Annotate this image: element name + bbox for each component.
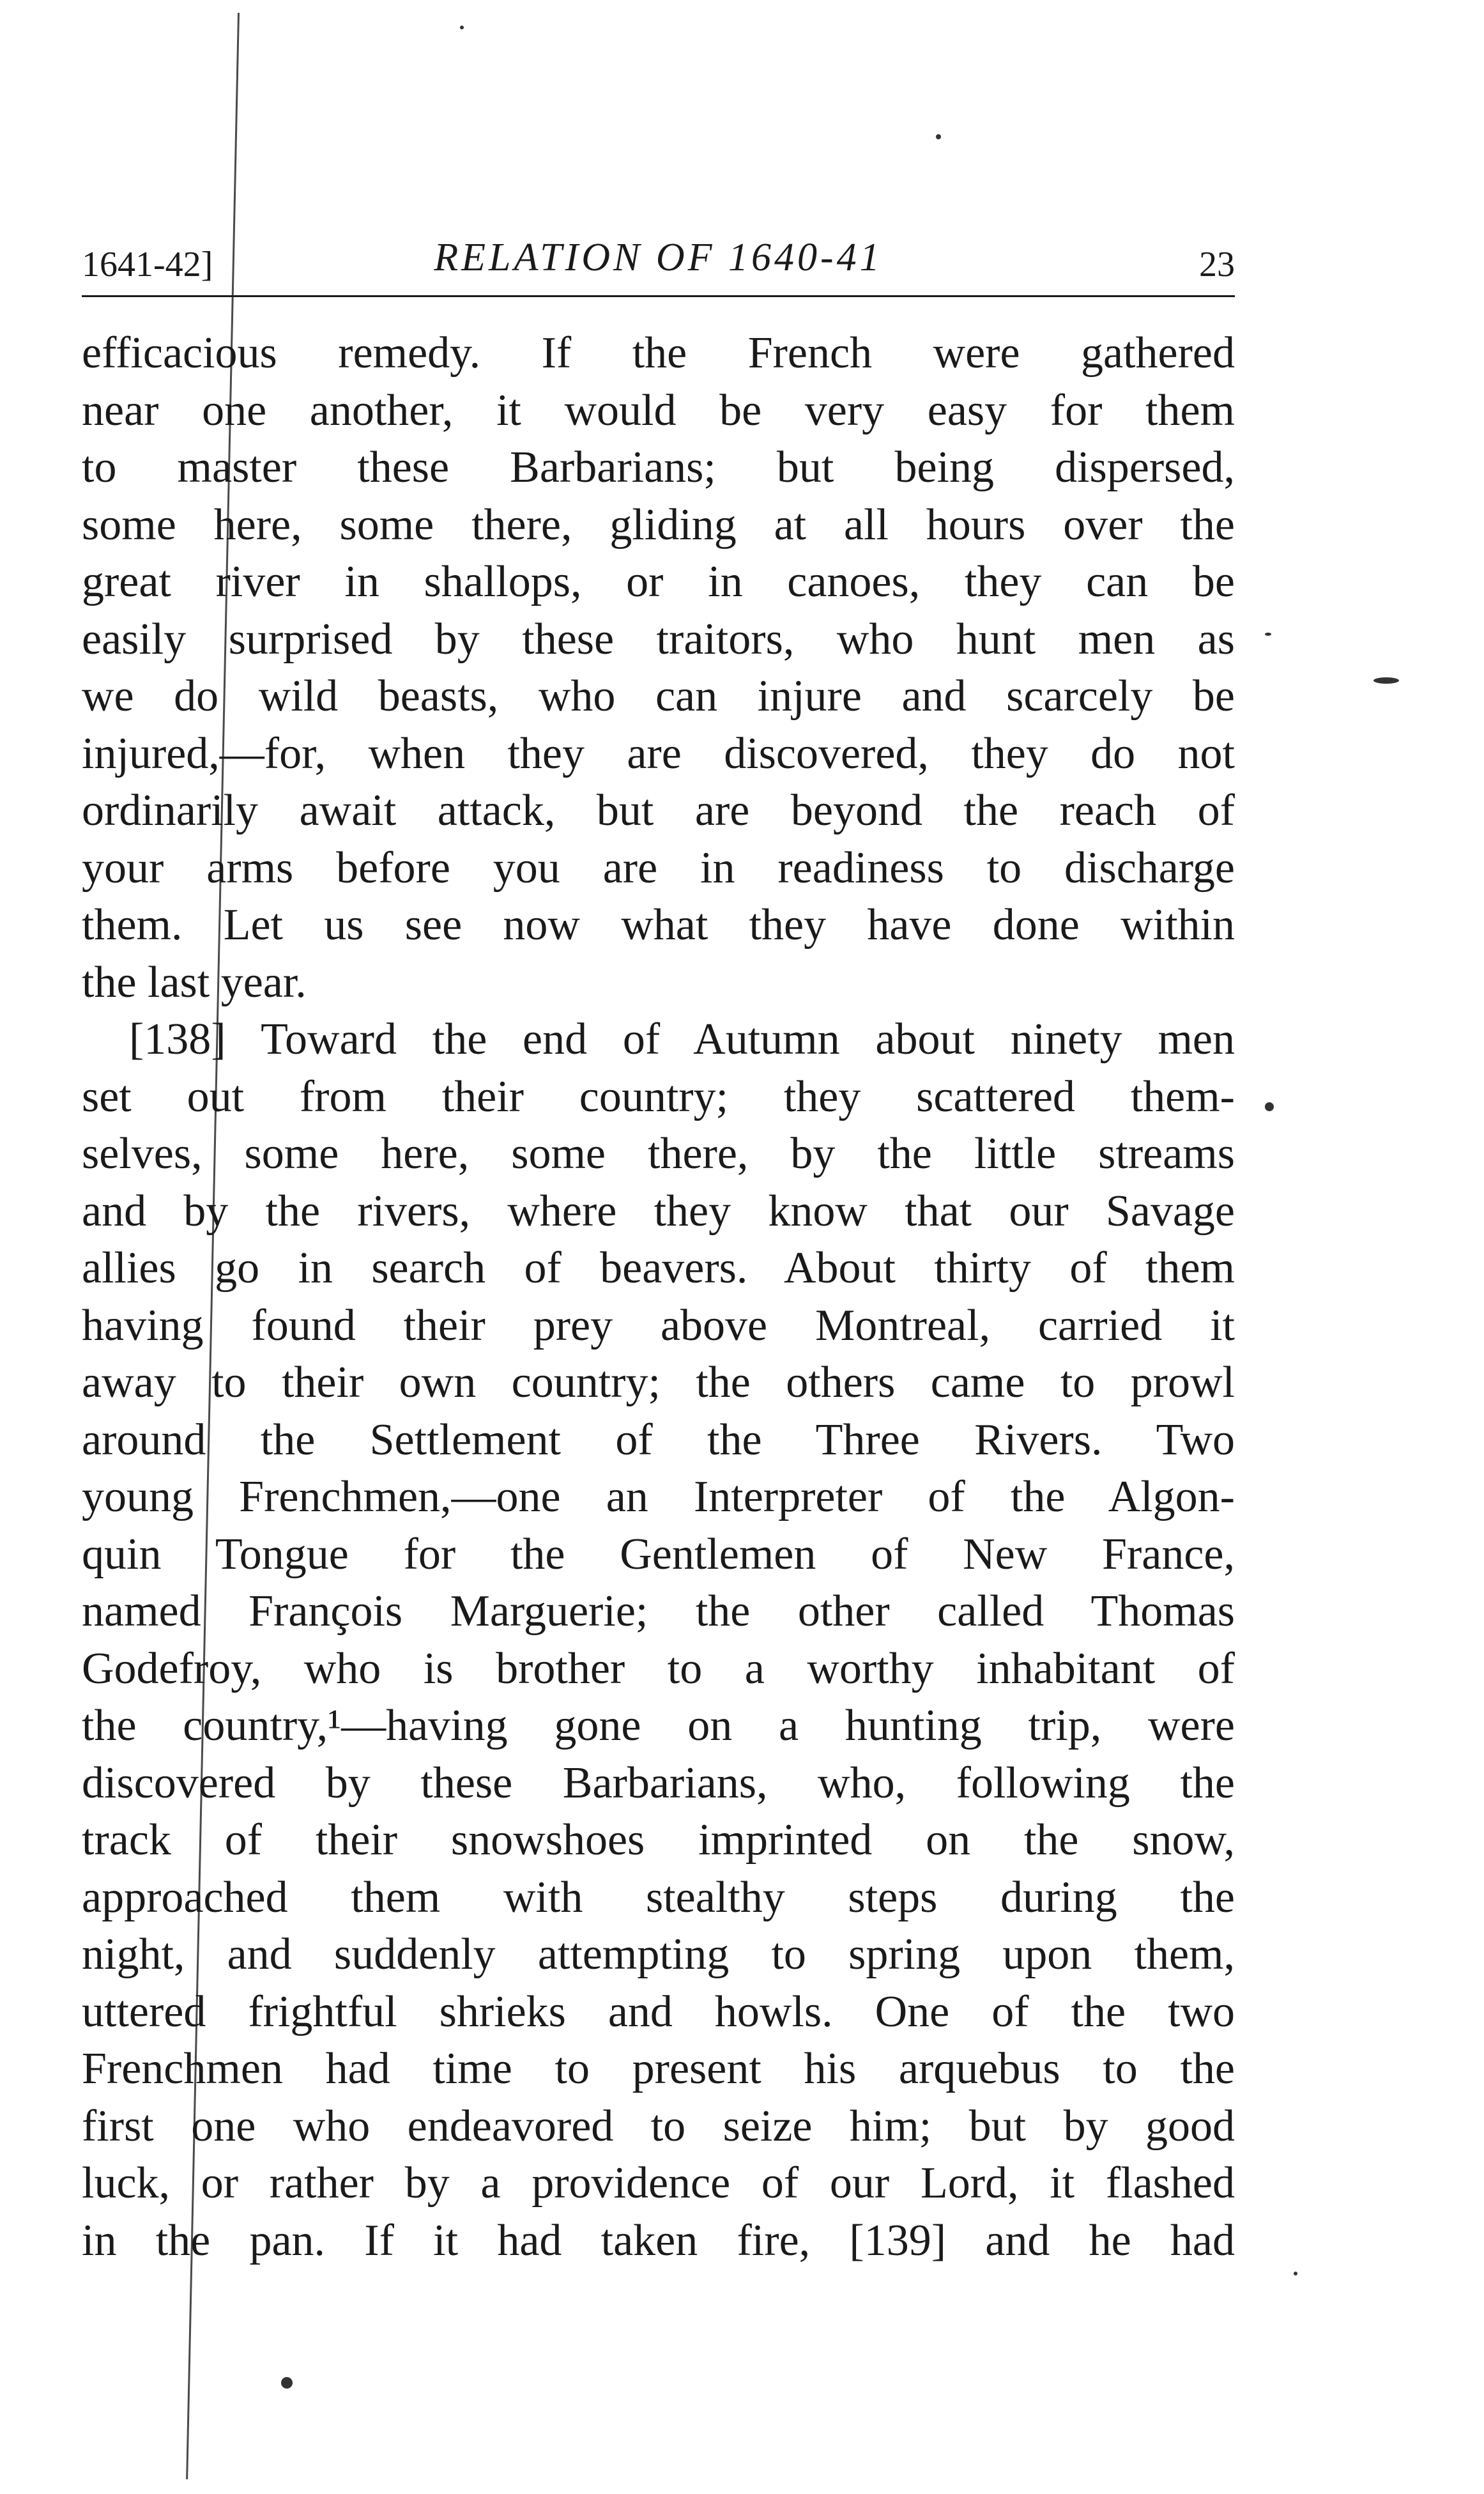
text-line: easily surprised by these traitors, who hunt men as [82,614,1235,664]
text-line: ordinarily await attack, but are beyond the reach of [82,786,1235,835]
text-line: set out from their country; they scattered them- [82,1072,1235,1121]
text-line: discovered by these Barbarians, who, following the [82,1758,1235,1808]
text-line: we do wild beasts, who can injure and scarcely be [82,672,1235,721]
header-title: RELATION OF 1640-41 [434,236,883,279]
text-line: quin Tongue for the Gentlemen of New France, [82,1529,1235,1579]
text-line: away to their own country; the others came to prowl [82,1358,1235,1407]
running-header [82,235,1235,289]
text-line: Godefroy, who is brother to a worthy inhabitant of [82,1643,1235,1693]
text-line: around the Settlement of the Three Rivers. Two [82,1415,1235,1465]
text-line: track of their snowshoes imprinted on the snow, [82,1815,1235,1865]
text-line: to master these Barbarians; but being dispersed, [82,443,1235,492]
text-line: selves, some here, some there, by the little streams [82,1129,1235,1178]
text-line: some here, some there, gliding at all hours over the [82,500,1235,550]
scan-speck [1373,677,1399,684]
text-line: your arms before you are in readiness to discharge [82,843,1235,893]
text-line: near one another, it would be very easy for them [82,385,1235,435]
scan-speck [281,2377,293,2389]
page-number: 23 [1199,245,1235,284]
text-line: named François Marguerie; the other called Thomas [82,1587,1235,1636]
scan-speck [936,134,941,139]
text-line: in the pan. If it had taken fire, [139] and he had [82,2215,1235,2265]
scan-speck [1265,633,1271,636]
text-line: them. Let us see now what they have done within [82,900,1235,950]
text-line: having found their prey above Montreal, carried it [82,1300,1235,1350]
text-line: efficacious remedy. If the French were gathered [82,328,1235,378]
text-line: young Frenchmen,—one an Interpreter of the Algon- [82,1472,1235,1521]
text-line: approached them with stealthy steps during the [82,1872,1235,1922]
text-line: Frenchmen had time to present his arquebus to the [82,2044,1235,2093]
text-line: luck, or rather by a providence of our Lord, it flashed [82,2159,1235,2208]
text-line: uttered frightful shrieks and howls. One of the two [82,1987,1235,2036]
paragraph-end-line: the last year. [82,957,307,1007]
body-text [82,325,1235,2269]
text-line: night, and suddenly attempting to spring upon them, [82,1930,1235,1979]
scan-speck [460,26,464,29]
scan-speck [1294,2272,1297,2275]
text-line: allies go in search of beavers. About thirty of them [82,1243,1235,1293]
text-line: first one who endeavored to seize him; but by good [82,2101,1235,2151]
text-line: the country,¹—having gone on a hunting trip, were [82,1701,1235,1750]
text-line: injured,—for, when they are discovered, they do not [82,728,1235,778]
scan-speck [1265,1102,1274,1111]
header-year-range: 1641-42] [82,245,213,284]
header-rule [82,295,1235,297]
text-line: and by the rivers, where they know that our Savage [82,1186,1235,1236]
paragraph-start-line: [138] Toward the end of Autumn about ninety men [129,1015,1235,1064]
text-line: great river in shallops, or in canoes, they can be [82,557,1235,606]
